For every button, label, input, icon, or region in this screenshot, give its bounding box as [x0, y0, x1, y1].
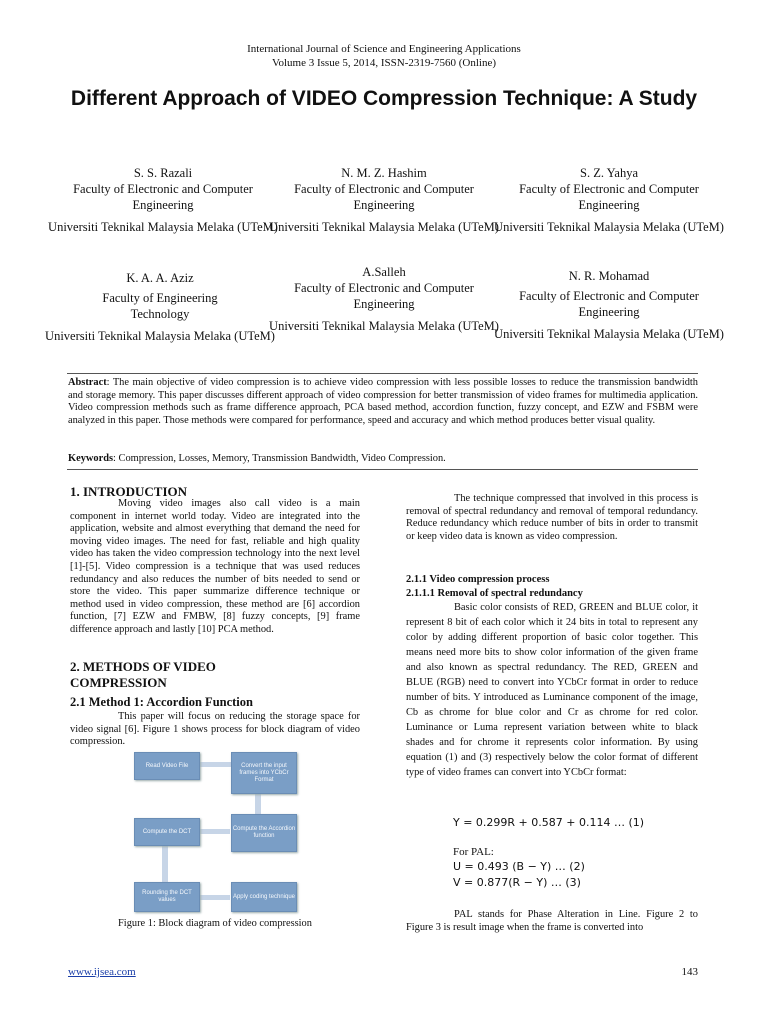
author-university: Universiti Teknikal Malaysia Melaka (UTeM)	[269, 220, 499, 234]
author-name: K. A. A. Aziz	[126, 271, 194, 285]
right-paragraph-3: PAL stands for Phase Alteration in Line. Figure 2 to Figure 3 is result image when the frame is converted into	[406, 909, 698, 933]
author-block	[268, 165, 500, 235]
author-block	[47, 165, 279, 235]
arrow-down	[255, 794, 261, 814]
author-affiliation: Faculty of Electronic and Computer Engineering	[519, 289, 699, 319]
footer-url[interactable]	[68, 966, 136, 978]
intro-paragraph: Moving video images also call video is a main component in internet world today. Video are integrated into the application, website and almost everything that demand the need for moving video images. The need for fast, reliable and high quality video has taken the video compression technology into the next level [1]-[5]. Video compression is a technique that was used reduces redundancy and also reduces the number of bits needed to send or store the video. This paper summarize difference technique or method used in video compression, these method are [6] accordion function, [7] EZW and FMBW, [8] fuzzy concepts, [9] frame difference approach and lastly [10] PCA method.	[70, 498, 360, 635]
section-heading-line: 2. METHODS OF VIDEO	[70, 659, 216, 674]
page-number: 143	[681, 966, 698, 978]
footer-link[interactable]: www.ijsea.com	[68, 966, 136, 978]
author-name: S. Z. Yahya	[580, 166, 638, 180]
author-name: N. R. Mohamad	[568, 269, 650, 283]
subsubsubsection-heading: 2.1.1.1 Removal of spectral redundancy	[406, 588, 583, 599]
section-heading-line: COMPRESSION	[70, 675, 167, 690]
author-affiliation: Faculty of Electronic and Computer Engineering	[73, 182, 253, 212]
author-block	[493, 165, 725, 235]
author-block	[268, 264, 500, 334]
right-paragraph-2: Basic color consists of RED, GREEN and BLUE color, it represent 8 bit of each color which it 24 bits in total to represent any color by adding different proportion of basic color together. This means need more bits to show color information of the given frame and also known as spectral redundancy. The RED, GREEN and BLUE (RGB) need to convert into YCbCr format in order to reduce number of bits. Y introduced as Luminance component of the image, Cb as chrome for blue color and Cr as chrome for red color. Luminance or Luma represent variation between white to black shades and for chrome it represents color information. By using equation (1) and (3) respectively below the color format of different type of video frames can convert into YCbCr format:	[406, 602, 698, 778]
bottom-rule	[67, 469, 698, 470]
subsection-heading: 2.1 Method 1: Accordion Function	[70, 695, 253, 709]
equation-2: U = 0.493 (B − Y) … (2)	[453, 860, 585, 873]
abstract	[68, 377, 698, 427]
keywords-label: Keywords	[68, 453, 114, 464]
right-paragraph-1: The technique compressed that involved in this process is removal of spectral redundancy and removal of temporal redundancy. Reduce redundancy which reduce number of bits in order to transmit or keep video data is known as video compression.	[406, 493, 698, 542]
author-affiliation: Faculty of Electronic and Computer Engineering	[294, 182, 474, 212]
equation-3: V = 0.877(R − Y) … (3)	[453, 876, 581, 889]
journal-volume: Volume 3 Issue 5, 2014, ISSN-2319-7560 (Online)	[271, 57, 497, 69]
author-block	[44, 270, 276, 344]
block-compute-dct: Compute the DCT	[134, 818, 200, 846]
method1-paragraph: This paper will focus on reducing the storage space for video signal [6]. Figure 1 shows process for block diagram of video compression.	[70, 711, 360, 748]
journal-header	[0, 42, 768, 70]
author-affiliation: Faculty of Engineering Technology	[102, 291, 218, 321]
author-name: N. M. Z. Hashim	[341, 166, 427, 180]
paper-title: Different Approach of VIDEO Compression Technique: A Study	[70, 87, 698, 110]
author-university: Universiti Teknikal Malaysia Melaka (UTeM)	[494, 220, 724, 234]
figure-1-caption: Figure 1: Block diagram of video compression	[118, 918, 312, 929]
author-university: Universiti Teknikal Malaysia Melaka (UTeM)	[494, 327, 724, 341]
section-heading: 1. INTRODUCTION	[70, 484, 188, 499]
block-convert-ycbcr: Convert the input frames into YCbCr Format	[231, 752, 297, 794]
arrow-right	[198, 895, 230, 900]
block-accordion: Compute the Accordion function	[231, 814, 297, 852]
pal-label: For PAL:	[453, 846, 494, 858]
subsubsection-heading: 2.1.1 Video compression process	[406, 574, 550, 585]
author-block	[493, 268, 725, 342]
abstract-label: Abstract	[68, 377, 107, 388]
top-rule	[67, 373, 698, 374]
block-read-video: Read Video File	[134, 752, 200, 780]
author-name: S. S. Razali	[133, 166, 193, 180]
author-affiliation: Faculty of Electronic and Computer Engineering	[294, 281, 474, 311]
journal-name: International Journal of Science and Engineering Applications	[247, 43, 521, 55]
author-name: A.Salleh	[362, 265, 406, 279]
arrow-left	[198, 829, 230, 834]
keywords	[68, 453, 698, 466]
author-university: Universiti Teknikal Malaysia Melaka (UTeM)	[269, 319, 499, 333]
arrow-down	[162, 844, 168, 884]
block-rounding-dct: Rounding the DCT values	[134, 882, 200, 912]
author-university: Universiti Teknikal Malaysia Melaka (UTeM)	[48, 220, 278, 234]
author-affiliation: Faculty of Electronic and Computer Engineering	[519, 182, 699, 212]
keywords-text: : Compression, Losses, Memory, Transmission Bandwidth, Video Compression.	[113, 453, 446, 464]
figure-1-diagram	[130, 752, 300, 910]
author-university: Universiti Teknikal Malaysia Melaka (UTeM)	[45, 329, 275, 343]
block-apply-coding: Apply coding technique	[231, 882, 297, 912]
section-heading	[70, 659, 370, 691]
abstract-text: : The main objective of video compression is to achieve video compression with less possible losses to reduce the transmission bandwidth and storage memory. This paper discusses different approach of video compression for better transmission of video frames for multimedia application. Video compression methods such as frame difference approach, PCA based method, accordion function, fuzzy concept, and EZW and FSBM were analyzed in this paper. Those methods were compared for performance, speed and accuracy and which method produces better visual quality.	[68, 377, 698, 426]
equation-1: Y = 0.299R + 0.587 + 0.114 … (1)	[453, 816, 645, 829]
